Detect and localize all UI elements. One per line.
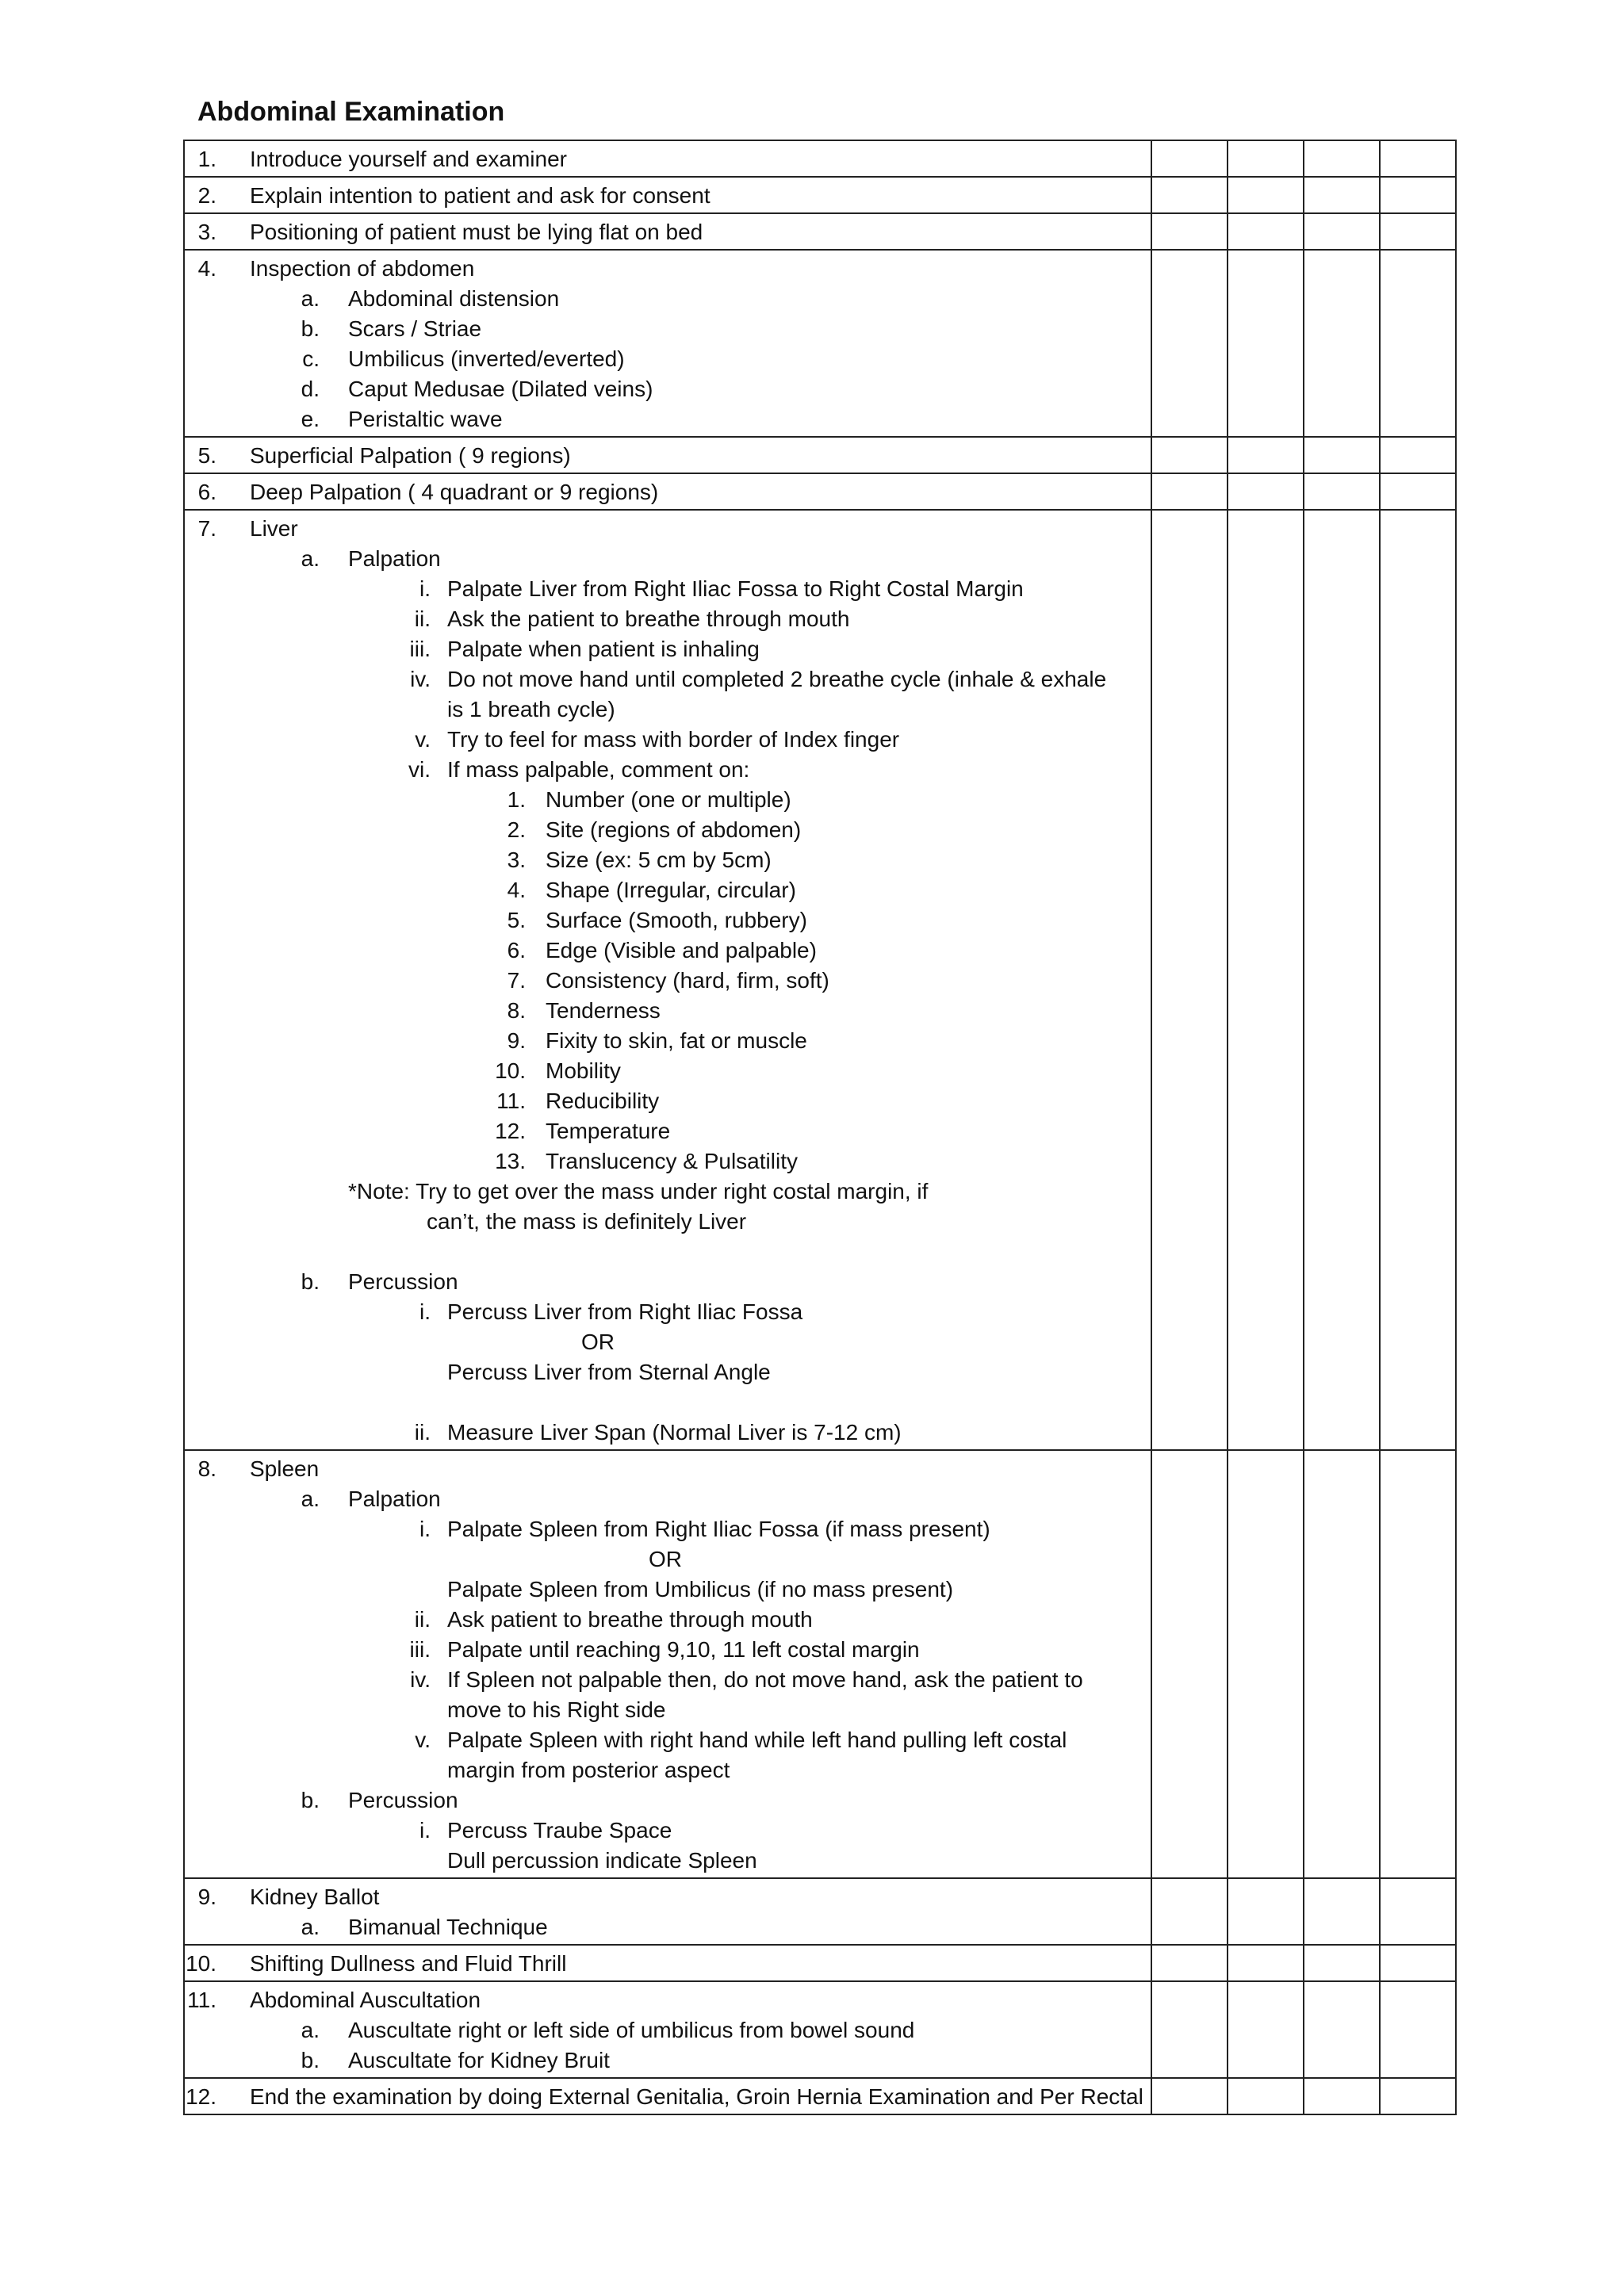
sub-item-letter: b. — [301, 1788, 320, 1812]
step-numeral: ii. — [414, 1607, 431, 1632]
step-item — [185, 604, 1151, 634]
checklist-table — [183, 140, 1457, 2115]
score-cell[interactable] — [1304, 1945, 1380, 1981]
score-cell[interactable] — [1151, 473, 1228, 510]
sub-item-letter: c. — [302, 346, 320, 371]
step-item — [185, 634, 1151, 664]
criterion-number: 7. — [507, 968, 526, 993]
sub-item-letter: a. — [301, 546, 320, 571]
item-number: 4. — [197, 256, 216, 281]
step-continuation — [185, 695, 1151, 725]
step-text: Percuss Traube Space — [447, 1818, 672, 1843]
sub-item-text: Abdominal distension — [348, 286, 560, 311]
score-cell[interactable] — [1151, 140, 1228, 177]
score-cell[interactable] — [1151, 177, 1228, 213]
step-item — [185, 664, 1151, 695]
score-cell[interactable] — [1151, 1450, 1228, 1878]
criterion-text: Tenderness — [546, 998, 661, 1023]
step-text: Percuss Liver from Sternal Angle — [447, 1360, 771, 1384]
criterion-text: Shape (Irregular, circular) — [546, 878, 796, 902]
item-cell — [184, 473, 1151, 510]
mass-criterion — [185, 1116, 1151, 1146]
score-cell[interactable] — [1304, 437, 1380, 473]
sub-item — [185, 314, 1151, 344]
checklist-row-6 — [184, 473, 1456, 510]
step-continuation — [185, 1846, 1151, 1876]
mass-criterion — [185, 1146, 1151, 1177]
item-number: 10. — [186, 1951, 216, 1976]
step-text: Ask the patient to breathe through mouth — [447, 607, 850, 631]
score-cell[interactable] — [1151, 437, 1228, 473]
sub-item-letter: b. — [301, 2048, 320, 2072]
step-item — [185, 1816, 1151, 1846]
item-number: 8. — [197, 1456, 216, 1481]
note-text: can’t, the mass is definitely Liver — [427, 1209, 747, 1234]
step-numeral: ii. — [414, 1420, 431, 1445]
criterion-text: Reducibility — [546, 1089, 660, 1113]
score-cell[interactable] — [1380, 250, 1456, 437]
step-text: Palpate when patient is inhaling — [447, 637, 760, 661]
sub-item — [185, 1785, 1151, 1816]
step-alternative — [185, 1575, 1151, 1605]
step-text: Ask patient to breathe through mouth — [447, 1607, 813, 1632]
sub-item-text: Palpation — [348, 546, 441, 571]
liver-note — [185, 1207, 1151, 1237]
criterion-text: Translucency & Pulsatility — [546, 1149, 798, 1173]
note-text: *Note: Try to get over the mass under right costal margin, if — [348, 1179, 929, 1203]
step-numeral: ii. — [414, 607, 431, 631]
criterion-number: 1. — [507, 787, 526, 812]
score-cell[interactable] — [1380, 1878, 1456, 1945]
criterion-text: Mobility — [546, 1058, 621, 1083]
item-number: 11. — [187, 1988, 216, 2012]
step-text: margin from posterior aspect — [447, 1758, 730, 1782]
checklist-row-8 — [184, 1450, 1456, 1878]
score-cell[interactable] — [1380, 213, 1456, 250]
criterion-text: Surface (Smooth, rubbery) — [546, 908, 807, 932]
checklist-row-10 — [184, 1945, 1456, 1981]
score-cell[interactable] — [1151, 510, 1228, 1450]
item-text: Superficial Palpation ( 9 regions) — [250, 443, 571, 468]
sub-item-letter: a. — [301, 2018, 320, 2042]
checklist-row-11 — [184, 1981, 1456, 2078]
sub-item-text: Percussion — [348, 1788, 458, 1812]
step-numeral: i. — [419, 576, 431, 601]
step-item — [185, 1665, 1151, 1695]
step-item — [185, 1725, 1151, 1755]
step-item — [185, 1605, 1151, 1635]
step-alternative — [185, 1357, 1151, 1387]
spacer — [185, 1387, 1151, 1418]
criterion-number: 13. — [495, 1149, 526, 1173]
sub-item-letter: b. — [301, 316, 320, 341]
item-text: Spleen — [250, 1456, 320, 1481]
score-cell[interactable] — [1228, 1981, 1304, 2078]
item-cell — [184, 437, 1151, 473]
item-cell — [184, 140, 1151, 177]
score-cell[interactable] — [1304, 1878, 1380, 1945]
document-title: Abdominal Examination — [197, 97, 505, 127]
item-cell — [184, 1981, 1151, 2078]
step-numeral: i. — [419, 1299, 431, 1324]
checklist-row-2 — [184, 177, 1456, 213]
item-number: 2. — [197, 183, 216, 208]
sub-item-letter: d. — [301, 377, 320, 401]
item-number: 5. — [197, 443, 216, 468]
sub-item — [185, 1267, 1151, 1297]
sub-item-text: Percussion — [348, 1269, 458, 1294]
item-number: 7. — [197, 516, 216, 541]
item-text: End the examination by doing External Genitalia, Groin Hernia Examination and Per Rectal — [250, 2084, 1143, 2109]
item-text: Positioning of patient must be lying flat on bed — [250, 220, 703, 244]
mass-criterion — [185, 996, 1151, 1026]
item-cell — [184, 213, 1151, 250]
step-continuation — [185, 1695, 1151, 1725]
or-text: OR — [649, 1547, 682, 1571]
step-text: Do not move hand until completed 2 breathe cycle (inhale & exhale — [447, 667, 1107, 691]
mass-criterion — [185, 905, 1151, 936]
step-item — [185, 725, 1151, 755]
sub-item — [185, 2045, 1151, 2076]
mass-criterion — [185, 1056, 1151, 1086]
step-text: Dull percussion indicate Spleen — [447, 1848, 757, 1873]
item-number: 9. — [197, 1885, 216, 1909]
mass-criterion — [185, 936, 1151, 966]
score-cell[interactable] — [1304, 510, 1380, 1450]
step-text: If Spleen not palpable then, do not move hand, ask the patient to — [447, 1667, 1083, 1692]
mass-criterion — [185, 815, 1151, 845]
liver-note — [185, 1177, 1151, 1207]
score-cell[interactable] — [1228, 1945, 1304, 1981]
or-separator — [185, 1544, 1151, 1575]
step-numeral: iii. — [409, 1637, 431, 1662]
score-cell[interactable] — [1151, 1981, 1228, 2078]
item-number: 12. — [186, 2084, 216, 2109]
step-text: Measure Liver Span (Normal Liver is 7-12 cm) — [447, 1420, 902, 1445]
step-numeral: i. — [419, 1517, 431, 1541]
checklist-row-9 — [184, 1878, 1456, 1945]
step-text: Percuss Liver from Right Iliac Fossa — [447, 1299, 803, 1324]
score-cell[interactable] — [1380, 140, 1456, 177]
score-cell[interactable] — [1304, 213, 1380, 250]
criterion-number: 11. — [496, 1089, 526, 1113]
criterion-text: Fixity to skin, fat or muscle — [546, 1028, 807, 1053]
score-cell[interactable] — [1228, 510, 1304, 1450]
or-separator — [185, 1327, 1151, 1357]
score-cell[interactable] — [1304, 473, 1380, 510]
step-text: Palpate Spleen from Umbilicus (if no mass present) — [447, 1577, 954, 1601]
step-continuation — [185, 1755, 1151, 1785]
item-number: 6. — [197, 480, 216, 504]
step-numeral: iii. — [409, 637, 431, 661]
item-cell — [184, 2078, 1151, 2114]
step-item — [185, 1418, 1151, 1448]
item-text: Deep Palpation ( 4 quadrant or 9 regions) — [250, 480, 659, 504]
criterion-number: 6. — [507, 938, 526, 962]
step-item — [185, 1297, 1151, 1327]
mass-criterion — [185, 1086, 1151, 1116]
step-text: Palpate Spleen from Right Iliac Fossa (if mass present) — [447, 1517, 990, 1541]
step-numeral: iv. — [410, 667, 431, 691]
score-cell[interactable] — [1380, 437, 1456, 473]
checklist-row-1 — [184, 140, 1456, 177]
checklist-row-4 — [184, 250, 1456, 437]
step-text: Try to feel for mass with border of Index finger — [447, 727, 900, 752]
step-item — [185, 755, 1151, 785]
score-cell[interactable] — [1151, 1945, 1228, 1981]
criterion-number: 9. — [507, 1028, 526, 1053]
sub-item — [185, 404, 1151, 434]
step-numeral: v. — [415, 1728, 431, 1752]
item-text: Explain intention to patient and ask for consent — [250, 183, 710, 208]
item-cell — [184, 1945, 1151, 1981]
criterion-text: Size (ex: 5 cm by 5cm) — [546, 848, 772, 872]
criterion-text: Consistency (hard, firm, soft) — [546, 968, 829, 993]
sub-item-letter: a. — [301, 1915, 320, 1939]
or-text: OR — [581, 1330, 615, 1354]
step-numeral: vi. — [408, 757, 431, 782]
sub-item — [185, 344, 1151, 374]
sub-item — [185, 284, 1151, 314]
score-cell[interactable] — [1228, 2078, 1304, 2114]
step-text: Palpate Spleen with right hand while left hand pulling left costal — [447, 1728, 1067, 1752]
sub-item — [185, 2015, 1151, 2045]
item-text: Shifting Dullness and Fluid Thrill — [250, 1951, 567, 1976]
sub-item-text: Peristaltic wave — [348, 407, 503, 431]
step-text: If mass palpable, comment on: — [447, 757, 750, 782]
sub-item-text: Auscultate right or left side of umbilicus from bowel sound — [348, 2018, 915, 2042]
score-cell[interactable] — [1228, 177, 1304, 213]
mass-criterion — [185, 966, 1151, 996]
item-cell — [184, 250, 1151, 437]
score-cell[interactable] — [1380, 1945, 1456, 1981]
item-number: 1. — [197, 147, 216, 171]
criterion-text: Number (one or multiple) — [546, 787, 791, 812]
sub-item-text: Scars / Striae — [348, 316, 482, 341]
item-text: Kidney Ballot — [250, 1885, 380, 1909]
score-cell[interactable] — [1380, 1450, 1456, 1878]
sub-item-letter: a. — [301, 286, 320, 311]
score-cell[interactable] — [1380, 473, 1456, 510]
item-cell — [184, 510, 1151, 1450]
spacer — [185, 1237, 1151, 1267]
score-cell[interactable] — [1151, 2078, 1228, 2114]
criterion-number: 8. — [507, 998, 526, 1023]
score-cell[interactable] — [1228, 1878, 1304, 1945]
step-text: Palpate until reaching 9,10, 11 left costal margin — [447, 1637, 920, 1662]
item-number: 3. — [197, 220, 216, 244]
mass-criterion — [185, 875, 1151, 905]
step-item — [185, 574, 1151, 604]
criterion-number: 2. — [507, 817, 526, 842]
score-cell[interactable] — [1228, 1450, 1304, 1878]
sub-item-letter: e. — [301, 407, 320, 431]
criterion-number: 4. — [507, 878, 526, 902]
item-cell — [184, 1878, 1151, 1945]
sub-item-text: Palpation — [348, 1487, 441, 1511]
mass-criterion — [185, 785, 1151, 815]
score-cell[interactable] — [1228, 437, 1304, 473]
criterion-number: 3. — [507, 848, 526, 872]
score-cell[interactable] — [1151, 1878, 1228, 1945]
mass-criterion — [185, 1026, 1151, 1056]
sub-item-letter: b. — [301, 1269, 320, 1294]
checklist-row-5 — [184, 437, 1456, 473]
sub-item-text: Umbilicus (inverted/everted) — [348, 346, 625, 371]
step-numeral: i. — [419, 1818, 431, 1843]
sub-item-text: Bimanual Technique — [348, 1915, 548, 1939]
step-text: Palpate Liver from Right Iliac Fossa to Right Costal Margin — [447, 576, 1024, 601]
sub-item — [185, 1912, 1151, 1942]
score-cell[interactable] — [1228, 250, 1304, 437]
score-cell[interactable] — [1304, 1450, 1380, 1878]
item-text: Liver — [250, 516, 298, 541]
score-cell[interactable] — [1228, 140, 1304, 177]
checklist-row-3 — [184, 213, 1456, 250]
step-text: is 1 breath cycle) — [447, 697, 615, 721]
item-text: Introduce yourself and examiner — [250, 147, 567, 171]
score-cell[interactable] — [1304, 2078, 1380, 2114]
criterion-text: Site (regions of abdomen) — [546, 817, 802, 842]
step-item — [185, 1635, 1151, 1665]
score-cell[interactable] — [1304, 1981, 1380, 2078]
item-text: Abdominal Auscultation — [250, 1988, 481, 2012]
step-numeral: v. — [415, 727, 431, 752]
checklist-row-12 — [184, 2078, 1456, 2114]
step-text: move to his Right side — [447, 1697, 666, 1722]
criterion-number: 5. — [507, 908, 526, 932]
score-cell[interactable] — [1304, 140, 1380, 177]
sub-item-text: Caput Medusae (Dilated veins) — [348, 377, 653, 401]
item-text: Inspection of abdomen — [250, 256, 475, 281]
score-cell[interactable] — [1304, 177, 1380, 213]
item-cell — [184, 1450, 1151, 1878]
checklist-row-7 — [184, 510, 1456, 1450]
item-cell — [184, 177, 1151, 213]
step-item — [185, 1514, 1151, 1544]
criterion-number: 12. — [495, 1119, 526, 1143]
mass-criterion — [185, 845, 1151, 875]
sub-item-text: Auscultate for Kidney Bruit — [348, 2048, 610, 2072]
score-cell[interactable] — [1380, 1981, 1456, 2078]
score-cell[interactable] — [1380, 510, 1456, 1450]
criterion-text: Temperature — [546, 1119, 671, 1143]
score-cell[interactable] — [1151, 250, 1228, 437]
sub-item-letter: a. — [301, 1487, 320, 1511]
score-cell[interactable] — [1380, 177, 1456, 213]
score-cell[interactable] — [1304, 250, 1380, 437]
score-cell[interactable] — [1151, 213, 1228, 250]
score-cell[interactable] — [1380, 2078, 1456, 2114]
criterion-number: 10. — [495, 1058, 526, 1083]
sub-item — [185, 1484, 1151, 1514]
sub-item — [185, 544, 1151, 574]
score-cell[interactable] — [1228, 473, 1304, 510]
step-numeral: iv. — [410, 1667, 431, 1692]
criterion-text: Edge (Visible and palpable) — [546, 938, 817, 962]
sub-item — [185, 374, 1151, 404]
score-cell[interactable] — [1228, 213, 1304, 250]
